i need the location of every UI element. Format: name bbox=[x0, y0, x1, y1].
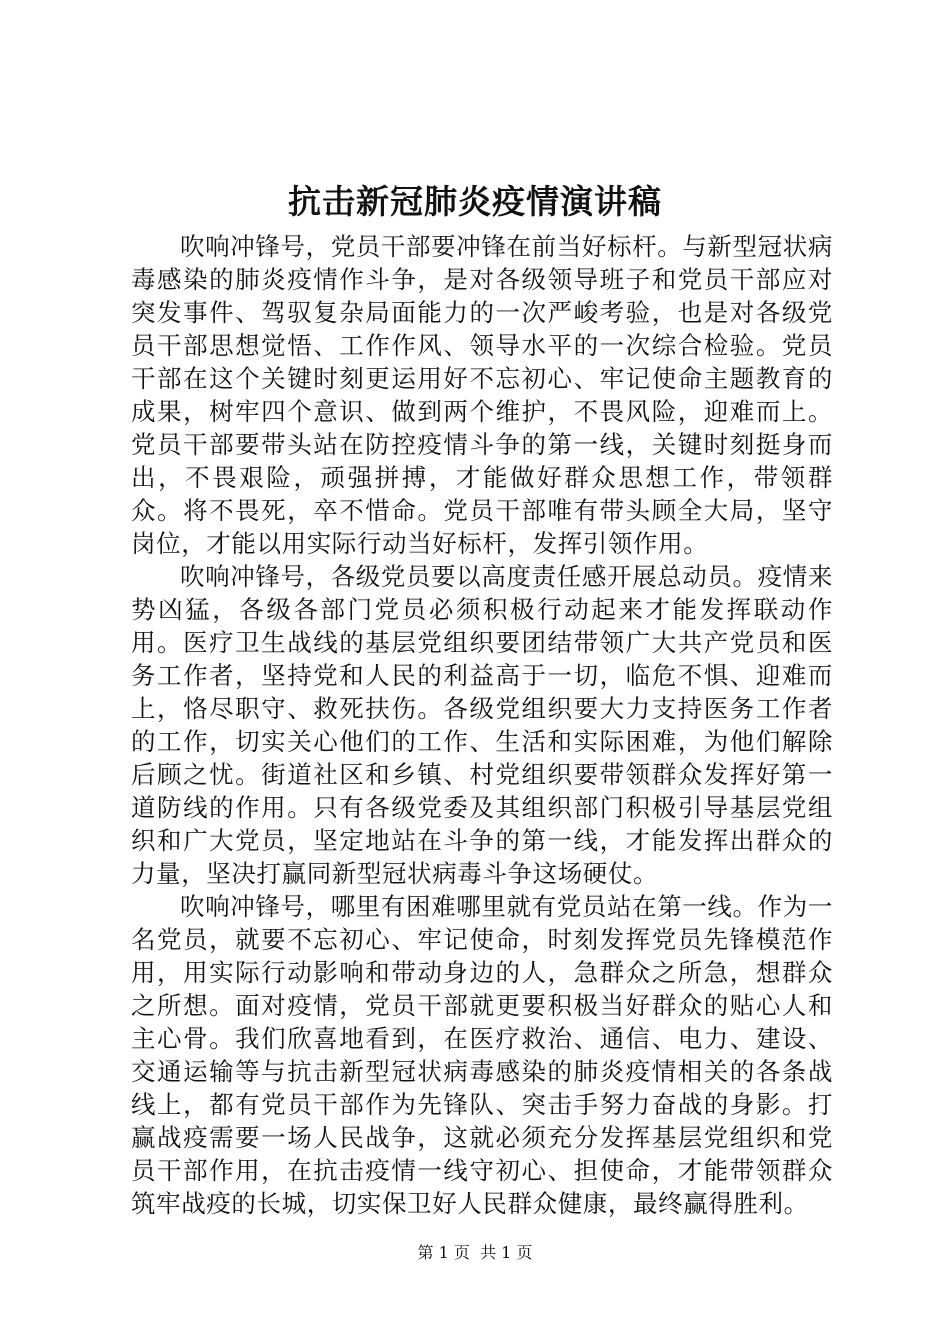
page-number-label: 第 1 页 共 1 页 bbox=[417, 1243, 533, 1262]
paragraph-2: 吹响冲锋号，各级党员要以高度责任感开展总动员。疫情来势凶猛，各级各部门党员必须积极行动起来才能发挥联动作用。医疗卫生战线的基层党组织要团结带领广大共产党员和医务工作者，坚持党和人民的利益高于一切，临危不惧、迎难而上，恪尽职守、救死扶伤。各级党组织要大力支持医务工作者的工作，切实关心他们的工作、生活和实际困难，为他们解除后顾之忧。街道社区和乡镇、村党组织要带领群众发挥好第一道防线的作用。只有各级党委及其组织部门积极引导基层党组织和广大党员，坚定地站在斗争的第一线，才能发挥出群众的力量，坚决打赢同新型冠状病毒斗争这场硬仗。 bbox=[131, 562, 833, 888]
document-title: 抗击新冠肺炎疫情演讲稿 bbox=[288, 182, 662, 221]
document-body bbox=[131, 230, 833, 1220]
paragraph-1: 吹响冲锋号，党员干部要冲锋在前当好标杆。与新型冠状病毒感染的肺炎疫情作斗争，是对各级领导班子和党员干部应对突发事件、驾驭复杂局面能力的一次严峻考验，也是对各级党员干部思想觉悟、工作作风、领导水平的一次综合检验。党员干部在这个关键时刻更运用好不忘初心、牢记使命主题教育的成果，树牢四个意识、做到两个维护，不畏风险，迎难而上。党员干部要带头站在防控疫情斗争的第一线，关键时刻挺身而出，不畏艰险，顽强拼搏，才能做好群众思想工作，带领群众。将不畏死，卒不惜命。党员干部唯有带头顾全大局，坚守岗位，才能以用实际行动当好标杆，发挥引领作用。 bbox=[131, 232, 833, 558]
paragraph-3: 吹响冲锋号，哪里有困难哪里就有党员站在第一线。作为一名党员，就要不忘初心、牢记使命，时刻发挥党员先锋模范作用，用实际行动影响和带动身边的人，急群众之所急，想群众之所想。面对疫情，党员干部就更要积极当好群众的贴心人和主心骨。我们欣喜地看到，在医疗救治、通信、电力、建设、交通运输等与抗击新型冠状病毒感染的肺炎疫情相关的各条战线上，都有党员干部作为先锋队、突击手努力奋战的身影。打赢战疫需要一场人民战争，这就必须充分发挥基层党组织和党员干部作用，在抗击疫情一线守初心、担使命，才能带领群众筑牢战疫的长城，切实保卫好人民群众健康，最终赢得胜利。 bbox=[131, 892, 833, 1218]
page-footer bbox=[0, 1243, 950, 1263]
